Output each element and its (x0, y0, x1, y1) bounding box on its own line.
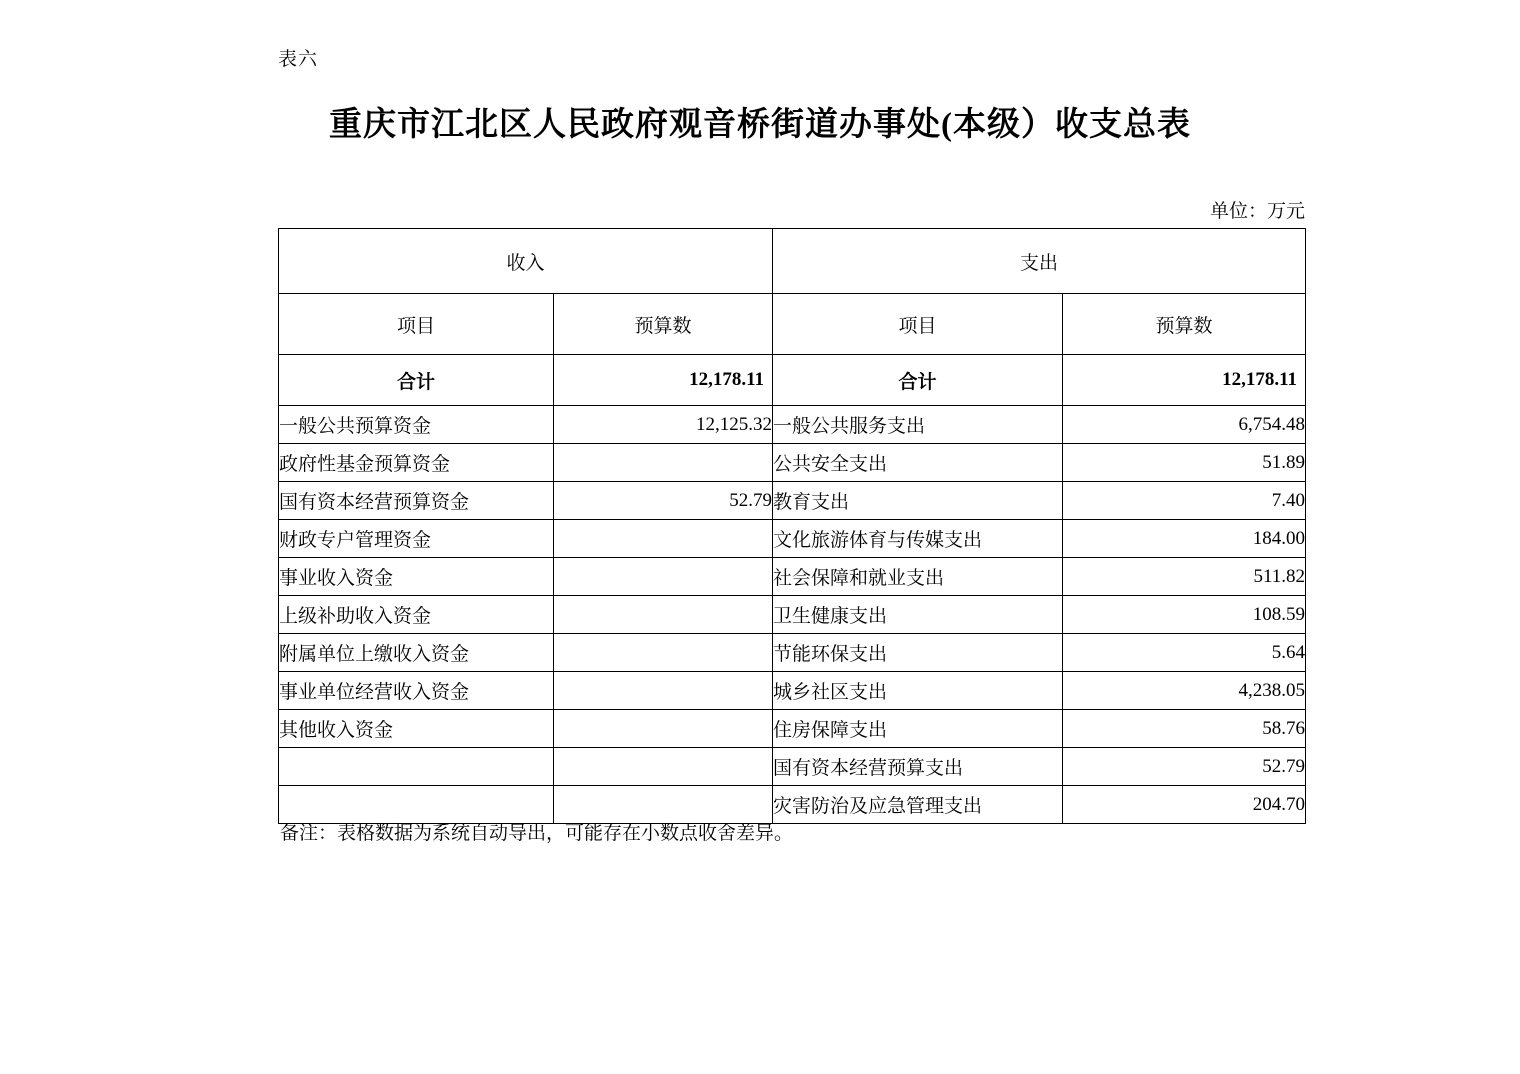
expenditure-amount: 51.89 (1063, 444, 1306, 482)
income-amount (554, 710, 773, 748)
page-title: 重庆市江北区人民政府观音桥街道办事处(本级）收支总表 (329, 107, 1191, 143)
income-amount (554, 520, 773, 558)
table-row (279, 710, 1306, 748)
expenditure-item: 社会保障和就业支出 (773, 558, 1063, 596)
expenditure-amount: 6,754.48 (1063, 406, 1306, 444)
expenditure-item: 一般公共服务支出 (773, 406, 1063, 444)
unit-label: 单位：万元 (1209, 201, 1305, 222)
income-amount (554, 672, 773, 710)
group-header-income: 收入 (279, 229, 773, 294)
table-row (279, 520, 1306, 558)
table-row (279, 748, 1306, 786)
expenditure-amount: 204.70 (1063, 786, 1306, 824)
income-amount (554, 634, 773, 672)
table-row (279, 444, 1306, 482)
budget-table-body (279, 229, 1306, 824)
column-header-income-item: 项目 (279, 294, 554, 355)
income-item: 事业收入资金 (279, 558, 554, 596)
expenditure-amount: 58.76 (1063, 710, 1306, 748)
table-row (279, 672, 1306, 710)
income-item: 一般公共预算资金 (279, 406, 554, 444)
total-expenditure-amount: 12,178.11 (1063, 355, 1306, 406)
table-group-header-row (279, 229, 1306, 294)
column-header-expenditure-amount: 预算数 (1063, 294, 1306, 355)
income-amount (554, 596, 773, 634)
income-item (279, 748, 554, 786)
income-item: 财政专户管理资金 (279, 520, 554, 558)
total-income-label: 合计 (279, 355, 554, 406)
expenditure-amount: 7.40 (1063, 482, 1306, 520)
income-amount (554, 558, 773, 596)
table-note: 备注：表格数据为系统自动导出，可能存在小数点收舍差异。 (280, 823, 794, 844)
expenditure-item: 公共安全支出 (773, 444, 1063, 482)
budget-table (278, 228, 1306, 824)
income-amount: 52.79 (554, 482, 773, 520)
income-item: 国有资本经营预算资金 (279, 482, 554, 520)
group-header-expenditure: 支出 (773, 229, 1306, 294)
total-expenditure-label: 合计 (773, 355, 1063, 406)
expenditure-item: 城乡社区支出 (773, 672, 1063, 710)
income-item: 附属单位上缴收入资金 (279, 634, 554, 672)
column-header-income-amount: 预算数 (554, 294, 773, 355)
column-header-expenditure-item: 项目 (773, 294, 1063, 355)
expenditure-amount: 184.00 (1063, 520, 1306, 558)
income-item: 政府性基金预算资金 (279, 444, 554, 482)
total-income-amount: 12,178.11 (554, 355, 773, 406)
table-row (279, 482, 1306, 520)
expenditure-item: 国有资本经营预算支出 (773, 748, 1063, 786)
income-item: 上级补助收入资金 (279, 596, 554, 634)
table-total-row (279, 355, 1306, 406)
expenditure-item: 文化旅游体育与传媒支出 (773, 520, 1063, 558)
table-row (279, 596, 1306, 634)
income-amount: 12,125.32 (554, 406, 773, 444)
income-amount (554, 444, 773, 482)
expenditure-amount: 108.59 (1063, 596, 1306, 634)
sheet-label: 表六 (278, 49, 319, 70)
income-item: 其他收入资金 (279, 710, 554, 748)
table-row (279, 406, 1306, 444)
expenditure-item: 卫生健康支出 (773, 596, 1063, 634)
income-amount (554, 748, 773, 786)
table-column-header-row (279, 294, 1306, 355)
expenditure-amount: 511.82 (1063, 558, 1306, 596)
expenditure-amount: 5.64 (1063, 634, 1306, 672)
table-row (279, 634, 1306, 672)
table-row (279, 558, 1306, 596)
expenditure-item: 住房保障支出 (773, 710, 1063, 748)
expenditure-item: 节能环保支出 (773, 634, 1063, 672)
expenditure-item: 教育支出 (773, 482, 1063, 520)
expenditure-item: 灾害防治及应急管理支出 (773, 786, 1063, 824)
expenditure-amount: 52.79 (1063, 748, 1306, 786)
income-item: 事业单位经营收入资金 (279, 672, 554, 710)
expenditure-amount: 4,238.05 (1063, 672, 1306, 710)
